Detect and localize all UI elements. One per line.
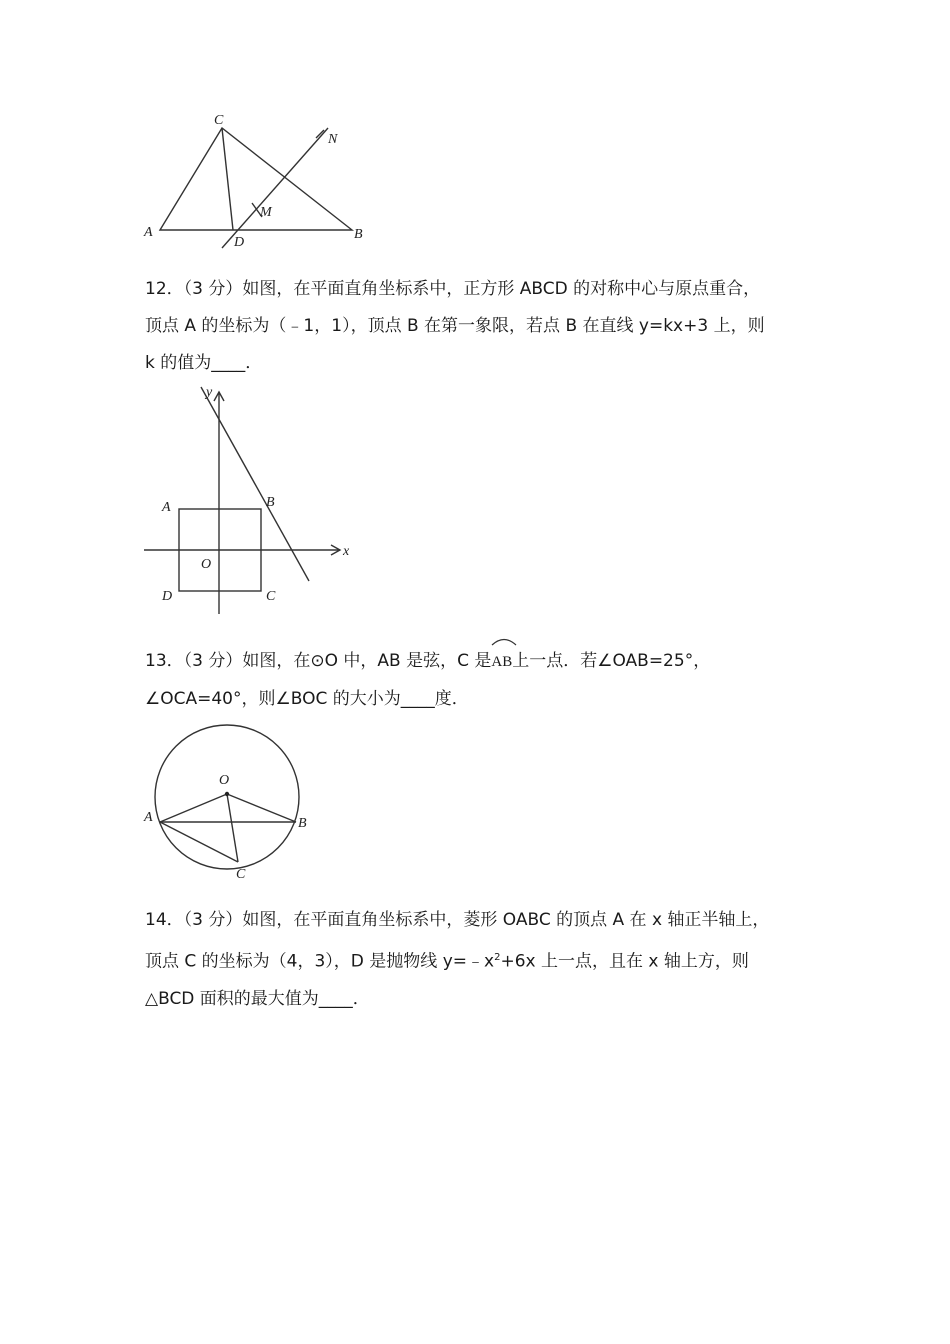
q13-line1-end: 上一点．若∠OAB=25°， — [512, 651, 711, 671]
label-n: N — [328, 132, 338, 147]
segment-cd — [222, 128, 233, 230]
q13-line1-start: 13．（3 分）如图，在⊙O 中，AB 是弦，C 是 — [145, 651, 492, 671]
label-a: A — [144, 225, 153, 240]
line-y-kx-3 — [201, 387, 309, 581]
q14-line2-start: 顶点 C 的坐标为（4，3），D 是抛物线 y=﹣x — [145, 951, 495, 972]
q14-line2-end: +6x 上一点，且在 x 轴上方，则 — [500, 951, 749, 972]
label-y: y — [206, 385, 213, 400]
figure-triangle-mn — [140, 110, 380, 255]
label-o: O — [219, 773, 230, 788]
question-12 — [145, 271, 825, 382]
label-o: O — [201, 557, 212, 572]
figure-circle-chord — [140, 718, 320, 883]
triangle-abc — [160, 128, 352, 230]
label-d: D — [234, 235, 245, 250]
q13-line1 — [145, 642, 825, 681]
segment-oa — [160, 794, 227, 822]
question-13 — [145, 642, 825, 718]
question-14 — [145, 902, 825, 1018]
exponent: 2 — [494, 952, 501, 963]
label-a: A — [144, 810, 153, 825]
q14-line2 — [145, 939, 825, 981]
arc-ab-label: AB — [491, 654, 513, 670]
arc-ab-symbol — [491, 642, 512, 681]
label-d: D — [162, 589, 173, 604]
label-m: M — [260, 205, 272, 220]
label-x: x — [343, 544, 350, 559]
q12-line2: 顶点 A 的坐标为（﹣1，1），顶点 B 在第一象限，若点 B 在直线 y=kx+3 上，则 — [145, 316, 765, 336]
segment-ac — [160, 822, 238, 862]
label-c: C — [236, 867, 246, 882]
center-point-o — [225, 792, 229, 796]
figure-square-axes — [140, 382, 370, 617]
q12-line3: k 的值为____． — [145, 353, 263, 373]
q14-line1: 14．（3 分）如图，在平面直角坐标系中，菱形 OABC 的顶点 A 在 x 轴正半轴上， — [145, 910, 770, 930]
label-a: A — [162, 500, 171, 515]
segment-ob — [227, 794, 296, 822]
label-c: C — [214, 113, 224, 128]
label-c: C — [266, 589, 276, 604]
segment-oc — [227, 794, 238, 862]
label-b: B — [298, 816, 307, 831]
label-b: B — [354, 227, 363, 242]
label-b: B — [266, 495, 275, 510]
q13-line2: ∠OCA=40°，则∠BOC 的大小为____度． — [145, 689, 469, 709]
q14-line3: △BCD 面积的最大值为____． — [145, 988, 370, 1009]
q12-line1: 12．（3 分）如图，在平面直角坐标系中，正方形 ABCD 的对称中心与原点重合， — [145, 279, 761, 299]
